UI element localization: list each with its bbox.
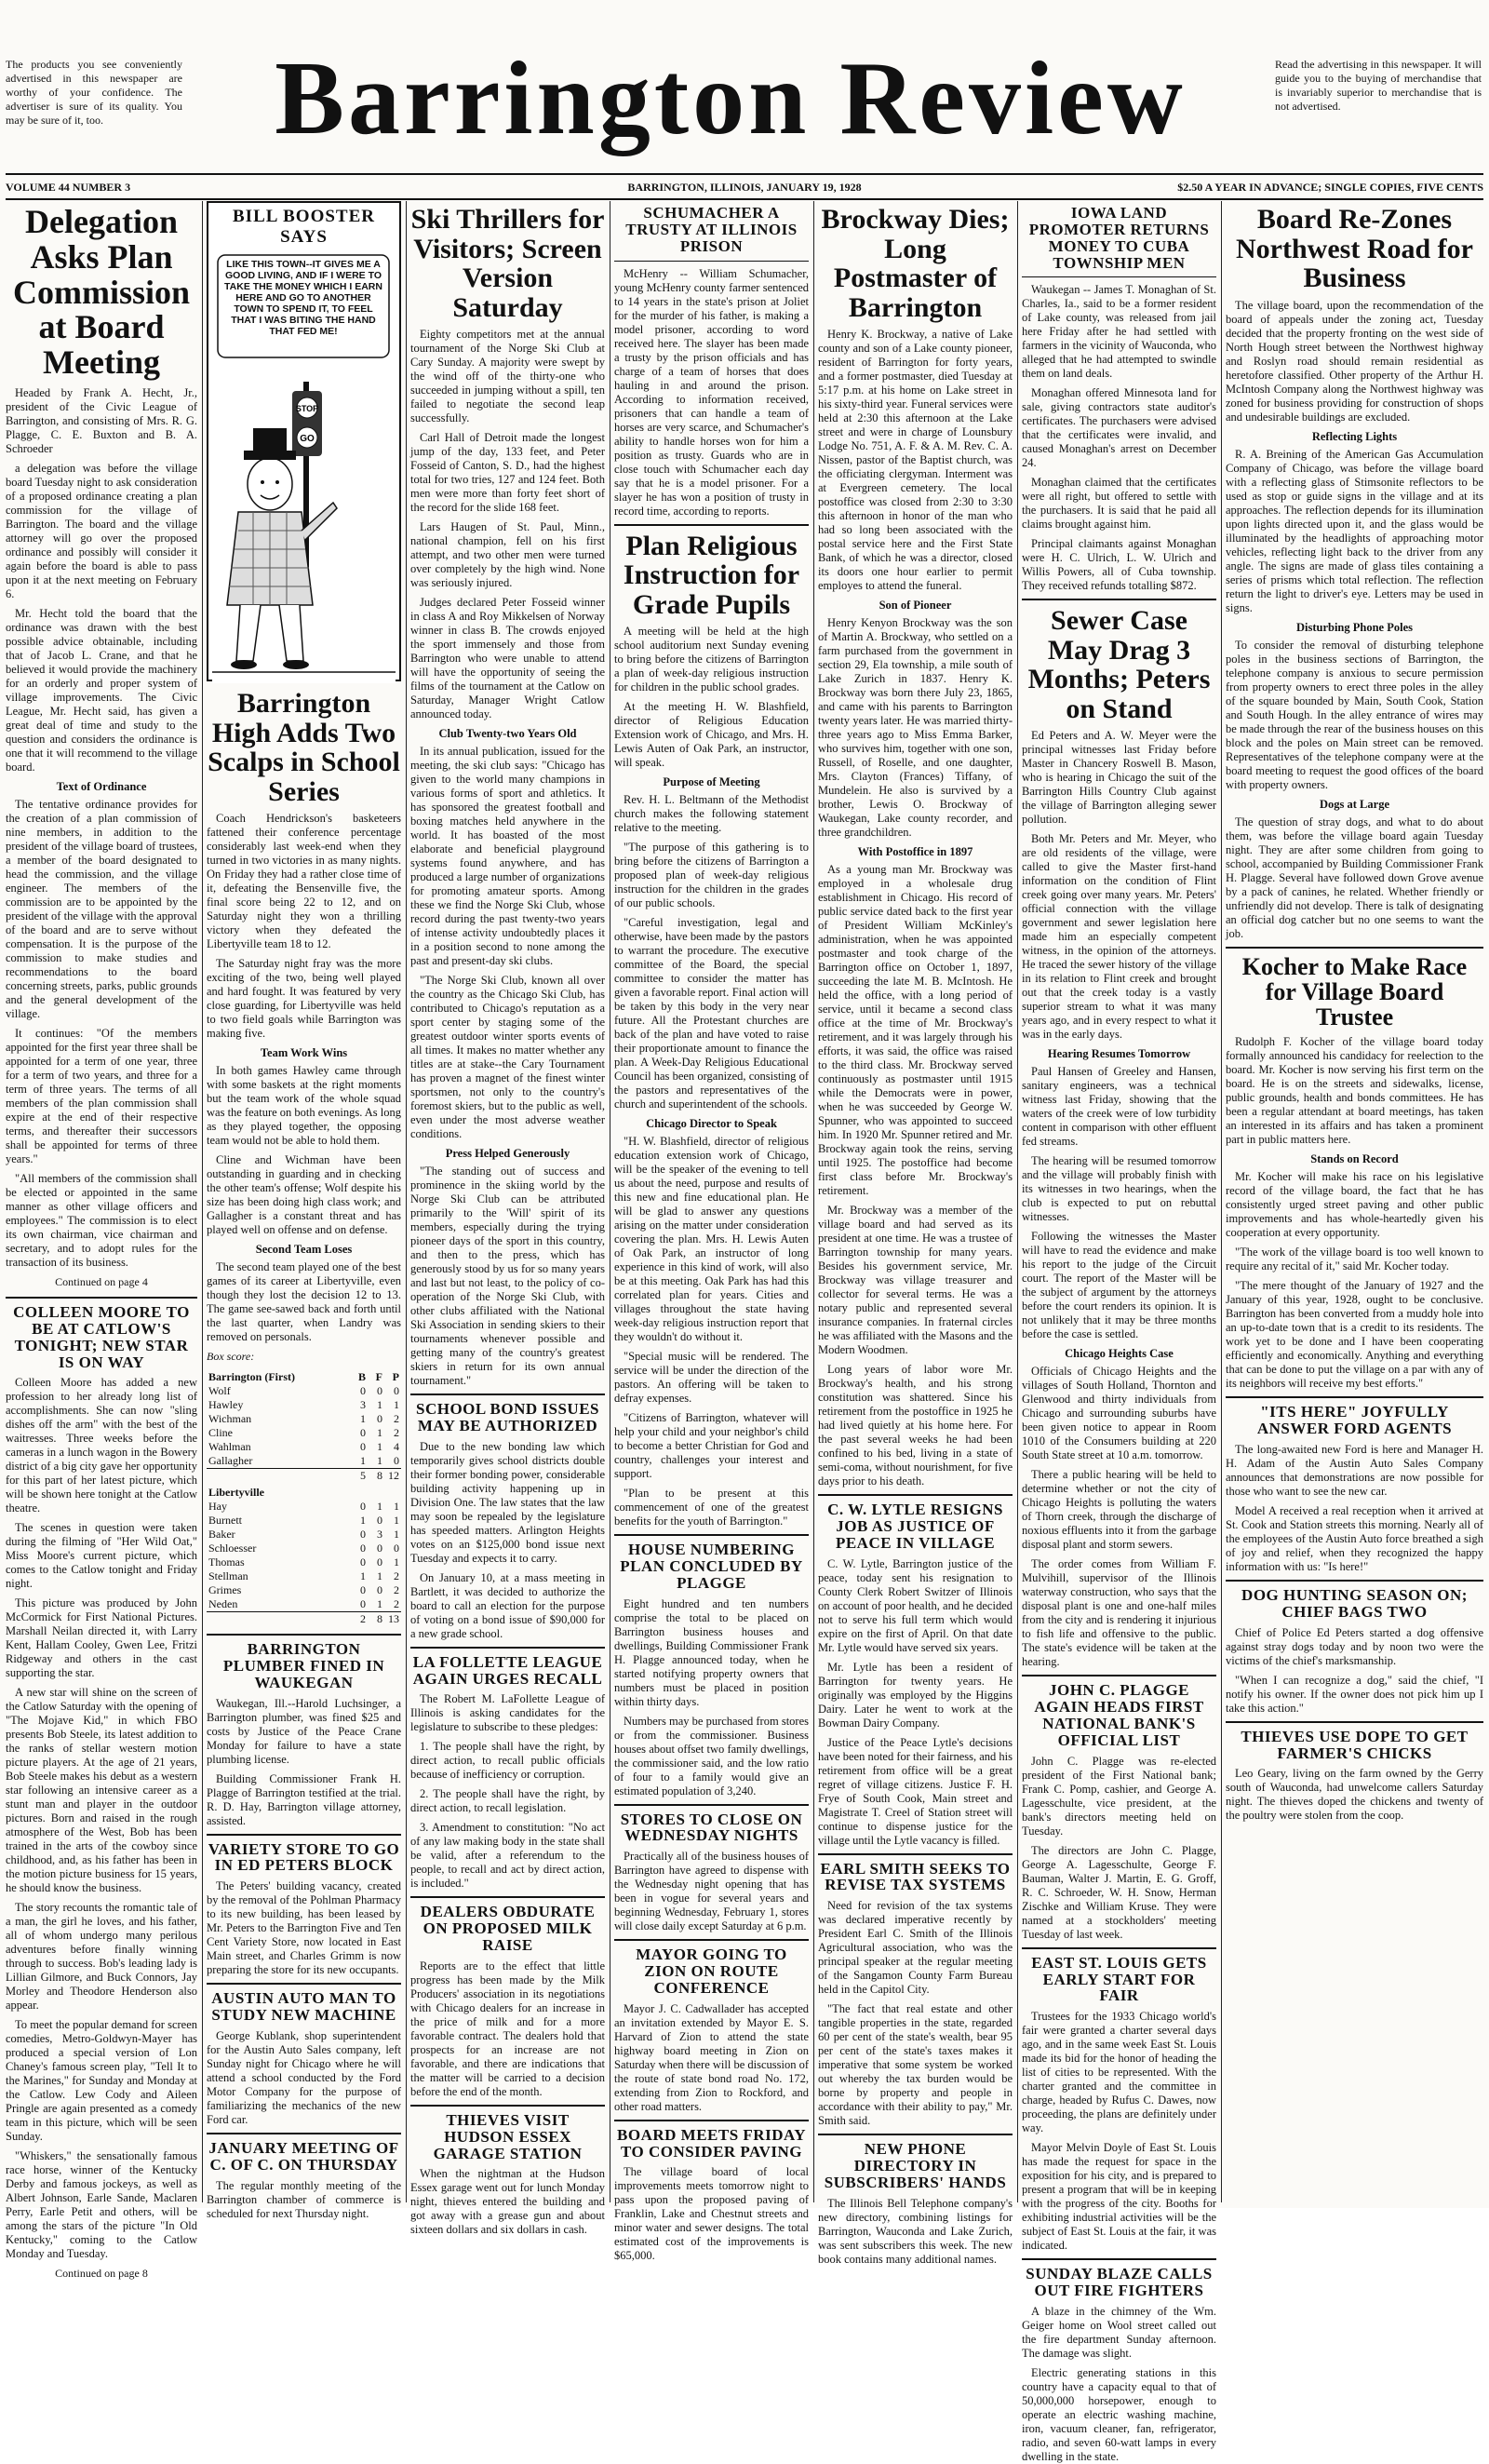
article-paragraph: "Special music will be rendered. The service will be under the direction of the pastors. An offering will be taken to defray expenses.: [614, 1350, 809, 1406]
signal-go-label: GO: [300, 434, 315, 444]
article-paragraph: George Kublank, shop superintendent for the Austin Auto Sales company, left Sunday night for Chicago where he will attend a school conducted by the Ford Motor Company for the purpose of familiarizing the mechanics of the new Ford car.: [207, 2028, 401, 2126]
article-paragraph: To meet the popular demand for screen comedies, Metro-Goldwyn-Mayer has produced a special version of Lon Chaney's famous screen play, "Tell It to the Marines," for Sunday and Monday at the Catlow. Lew Cody and Aileen Pringle are again presented as a comedy team in this picture, which will be seen Sunday.: [6, 2018, 197, 2144]
boxscore-stat: 1: [360, 1569, 366, 1582]
boxscore-stat: 0: [377, 1412, 382, 1425]
headline-la-follette: LA FOLLETTE LEAGUE AGAIN URGES RECALL: [410, 1647, 605, 1688]
column-rule: [406, 201, 407, 2202]
boxscore-player: Gallagher: [208, 1454, 253, 1467]
headline-plumber-fined: BARRINGTON PLUMBER FINED IN WAUKEGAN: [207, 1634, 401, 1691]
dateline-price: $2.50 A YEAR IN ADVANCE; SINGLE COPIES, FIVE CENTS: [1177, 181, 1483, 194]
boxscore-stat: 1: [394, 1398, 399, 1411]
boxscore-player: Stellman: [208, 1569, 248, 1582]
article-paragraph: Henry K. Brockway, a native of Lake county and son of a Lake county pioneer, resident of Barrington for forty years, and a former postmaster, died Tuesday at 5:17 p.m. at his home on Lake street in his sixty-third year. Funeral services were held at 2:30 this afternoon at the Lake street and were in charge of Lounsbury Lodge No. 751, A. F. & A. M. Rev. C. A. Nissen, pastor of the Baptist church, was the officiating clergyman. Interment was at Evergreen cemetery. The local postoffice was closed from 2:30 to 3:30 this afternoon in honor of the man who had so long been associated with the postal service here and the First State Bank, of which he was a director, closed its doors one hour earlier to permit employes to attend the funeral.: [818, 328, 1013, 592]
boxscore-row: [207, 1454, 401, 1469]
article-paragraph: Waukegan, Ill.--Harold Luchsinger, a Barrington plumber, was fined $25 and costs by Justice of the Peace Crane Monday for failure to have a state plumbing license.: [207, 1696, 401, 1766]
article-paragraph: "Citizens of Barrington, whatever will help your child and your neighbor's child to become a better Christian for God and country, challenges your interest and support.: [614, 1411, 809, 1481]
headline-religious-instruction: Plan Religious Instruction for Grade Pupils: [614, 524, 809, 620]
article-paragraph: Long years of labor wore Mr. Brockway's health, and his strong constitution was shattered. Since his retirement from the postoffice in 1925 he had lived quietly at his home here. For the past several weeks he had been confined to his bed, living in a state of semi-coma, without nourishment, for five days prior to his death.: [818, 1363, 1013, 1488]
boxscore-stat: 0: [377, 1583, 382, 1596]
boxscore-row: [207, 1500, 401, 1514]
article-paragraph: The Saturday night fray was the more exciting of the two, being well played and hard fought. It was featured by very close guarding, for Libertyville was held to two field goals while Barrington was making five.: [207, 957, 401, 1040]
boxscore-stat: 0: [360, 1583, 366, 1596]
boxscore-stat: 1: [394, 1500, 399, 1513]
headline-brockway: Brockway Dies; Long Postmaster of Barrington: [821, 204, 1010, 323]
column-rule: [1017, 201, 1018, 2202]
boxscore-player: Neden: [208, 1597, 238, 1610]
article-paragraph: "When I can recognize a dog," said the chief, "I notify his owner. If the owner does not pick him up I take this action.": [1226, 1673, 1483, 1715]
boxscore-table: [207, 1367, 401, 1626]
article-paragraph: The hearing will be resumed tomorrow and the village will probably finish with its witnesses in two hearings, when the club is expected to put on rebuttal witnesses.: [1022, 1154, 1216, 1224]
right-ear-notice: Read the advertising in this newspaper. It will guide you to the buying of merchandise that is invariably superior to merchandise that is not advertised.: [1275, 58, 1482, 113]
boxscore-stat: 1: [377, 1398, 382, 1411]
article-paragraph: When the nightman at the Hudson Essex garage went out for lunch Monday night, thieves entered the building and got away with a grease gun and about sixteen dollars and six dollars in cash.: [410, 2167, 605, 2237]
boxscore-team-row: [207, 1483, 401, 1500]
boxscore-player: Burnett: [208, 1514, 242, 1527]
boxscore-stat: 2: [394, 1583, 399, 1596]
article-paragraph: "The purpose of this gathering is to bring before the citizens of Barrington a proposed plan of week-day religious instruction for the children in the grades of our public schools.: [614, 841, 809, 910]
article-paragraph: Model A received a real reception when it arrived at St. Cook and Station streets this morning. Nearly all of the employees of the Austin Auto force breathed a sigh of joy and relief, when they recognized the happy information with us: "Is here!": [1226, 1504, 1483, 1574]
article-paragraph: "All members of the commission shall be elected or appointed in the same manner as other village officers and employees." The commission is to elect its own chairman, vice chairman and secretary, and to adopt rules for the transaction of its business.: [6, 1171, 197, 1269]
headline-earl-smith: EARL SMITH SEEKS TO REVISE TAX SYSTEMS: [818, 1853, 1013, 1894]
boxscore-row: [207, 1426, 401, 1440]
headline-january-meeting: JANUARY MEETING OF C. OF C. ON THURSDAY: [207, 2133, 401, 2174]
boxscore-stat: [351, 1483, 368, 1500]
article-paragraph: "Careful investigation, legal and otherwise, have been made by the pastors to warrant the procedure. The executive committee of the Board, the special committee to consider the matter has given a favorable report. Final action will be taken by this body in the very near future. All the Protestant churches are back of the plan and have voted to raise their proportionate amount to finance the plan. A Week-Day Religious Educational Council has been organized, consisting of the pastors and representatives of the church and superintendent of the schools.: [614, 916, 809, 1111]
article-paragraph: 1. The people shall have the right, by direct action, to recall public officials because of inefficiency or corruption.: [410, 1740, 605, 1782]
article-paragraph: Mr. Lytle has been a resident of Barrington for twenty years. He originally was employed by the Higgins Dairy. Later he went to work at the Bowman Dairy Company.: [818, 1660, 1013, 1730]
article-paragraph: Eight hundred and ten numbers comprise the total to be placed on Barrington business houses and dwellings, Building Commissioner Frank H. Plagge announced today, when he started notifying property owners that numbers must be placed in position within thirty days.: [614, 1596, 809, 1708]
boxscore-row: [207, 1384, 401, 1398]
article-paragraph: On January 10, at a mass meeting in Bartlett, it was decided to authorize the board to call an election for the purpose of voting on a bond issue of $90,000 for a new grade school.: [410, 1570, 605, 1640]
boxscore-stat: 12: [384, 1469, 401, 1484]
subhead: Team Work Wins: [260, 1046, 348, 1059]
signal-stop-label: STOP: [295, 404, 319, 413]
subhead: Second Team Loses: [255, 1243, 353, 1256]
subhead: Reflecting Lights: [1311, 429, 1398, 443]
subhead: Text of Ordinance: [56, 779, 147, 793]
article-paragraph: The order comes from William F. Mulvihill, supervisor of the Illinois waterway construction, who says that the disposal plant is one and one-half miles from the city and is rendering it injurious to fish life and offensive to the public. The state's evidence will be taken at the hearing.: [1022, 1557, 1216, 1669]
boxscore-row: [207, 1583, 401, 1597]
subhead: Disturbing Phone Poles: [1295, 620, 1413, 634]
article-paragraph: The tentative ordinance provides for the creation of a plan commission of nine members, in addition to the president of the village board of trustees, a member of the board designated to head the commission, and the village engineer. The members of the commission are to be appointed by the president of the village with the approval of the board and are to serve without compensation. It is the purpose of the commission to make studies and recommendations to the board concerning streets, parks, public grounds and the general development of the village.: [6, 797, 197, 1020]
article-paragraph: Waukegan -- James T. Monaghan of St. Charles, Ia., said to be a former resident of Lake county, was released from jail here Friday after he had settled with farmers in the vicinity of Wauconda, who alleged that he had attempted to swindle them on land deals.: [1022, 283, 1216, 381]
boxscore-stat: 0: [360, 1384, 366, 1397]
boxscore-player: [207, 1612, 351, 1627]
boxscore-player: Baker: [208, 1528, 235, 1541]
article-paragraph: Building Commissioner Frank H. Plagge of Barrington testified at the trial. R. D. Hay, Barrington village attorney, assisted.: [207, 1771, 401, 1827]
boxscore-stat: 0: [394, 1542, 399, 1555]
boxscore-player: Wolf: [208, 1384, 231, 1397]
boxscore-stat: 0: [360, 1597, 366, 1610]
boxscore-row: [207, 1597, 401, 1612]
article-paragraph: Chief of Police Ed Peters started a dog offensive against stray dogs today and by noon two were the victims of the chief's marksmanship.: [1226, 1625, 1483, 1667]
boxscore-row: [207, 1555, 401, 1569]
article-paragraph: Judges declared Peter Fosseid winner in class A and Roy Mikkelsen of Norway winner in class B. The crowds enjoyed the sport immensely and those from Barrington who were unable to attend will have the opportunity of seeing the films of the tournament at the Catlow on Saturday, Manager Wright Catlow announced today.: [410, 596, 605, 720]
headline-phone-directory: NEW PHONE DIRECTORY IN SUBSCRIBERS' HANDS: [818, 2134, 1013, 2191]
article-paragraph: Mayor J. C. Cadwallader has accepted an invitation extended by Mayor E. S. Harvard of Zion to attend the state highway board meeting in Zion on Saturday when there will be discussion of the route of state bond road No. 172, extending from Zion to Rockford, and other road matters.: [614, 2001, 809, 2113]
article-paragraph: The story recounts the romantic tale of a man, the girl he loves, and his father, all of whom undergo many perilous adventures before finally winning through to success. Bob's leading lady is Lillian Gilmore, and Buck Connors, Jay Morley and Theodore Henderson also appear.: [6, 1901, 197, 2013]
dateline-bottom-rule: [6, 198, 1483, 200]
column-2: [207, 201, 401, 2220]
continued-note: Continued on page 8: [55, 2267, 148, 2281]
boxscore-player: Wahlman: [208, 1440, 251, 1453]
article-paragraph: Numbers may be purchased from stores or from the commissioner. Business houses about offset two family dwellings, the commissioner said, and the low ratio of four to a family would give an estimated population of 3,240.: [614, 1714, 809, 1798]
article-paragraph: In its annual publication, issued for the meeting, the ski club says: "Chicago has given to the world many champions in various forms of sport and athletics. It has sponsored the greatest football and boxing matches held anywhere in the world. It has boasted of the most elaborate and beneficial playground systems found anywhere, and has produced a large number of organizations for promoting amateur sports. Among these we find the Norge Ski Club, whose record during the past twenty-two years of intense activity undoubtedly places it in a position second to none among the past and present-day ski clubs.: [410, 745, 605, 967]
article-paragraph: A meeting will be held at the high school auditorium next Sunday evening to bring before the citizens of Barrington a plan of week-day religious instruction for children in the public school grades.: [614, 625, 809, 694]
article-paragraph: C. W. Lytle, Barrington justice of the peace, today sent his resignation to County Clerk Robert Switzer of Illinois on account of poor health, and he decided not to serve his full term which would expire on the first of April. On that date Mr. Lytle would have served six years.: [818, 1556, 1013, 1654]
boxscore-stat: 1: [394, 1555, 399, 1569]
headline-ski-thrillers: Ski Thrillers for Visitors; Screen Version Saturday: [410, 204, 605, 323]
article-paragraph: Justice of the Peace Lytle's decisions have been noted for their fairness, and his retirement from office will be a great regret of village citizens. Justice F. H. Frye of South Cook, Main street and Magistrate T. Creel of Station street will continue to dispense justice for the village until the Lytle vacancy is filled.: [818, 1735, 1013, 1847]
headline-plan-commission: Delegation Asks Plan Commission at Board Meeting: [12, 203, 191, 382]
left-ear-notice: The products you see conveniently advertised in this newspaper are worthy of your confidence. The advertiser is sure of its quality. You may be sure of it, too.: [6, 58, 182, 127]
boxscore-stat: 0: [360, 1555, 366, 1569]
cartoon-illustration: [212, 251, 396, 683]
subhead: Purpose of Meeting: [663, 775, 760, 789]
article-paragraph: As a young man Mr. Brockway was employed in a wholesale drug establishment in Chicago. His record of public service dated back to the first year of President William McKinley's administration, when he was appointed postmaster and took charge of the Barrington office on October 1, 1897, succeeding the late M. B. McIntosh. He held the office, with a long period of service, until it became a second class office at the time of Mr. Brockway's retirement, and it was largely through his efforts, it was said, the office was raised to the third class. Mr. Brockway served continuously as postmaster until 1915 while the Democrats were in power, when he was succeeded by George W. Spunner, who was appointed to succeed him. In 1920 Mr. Spunner retired and Mr. Brockway again took the reins, serving until 1925. The postoffice had become first class before Mr. Brockway's retirement.: [818, 863, 1013, 1197]
article-paragraph: Carl Hall of Detroit made the longest jump of the day, 133 feet, and Peter Fosseid of Canton, S. D., had the highest total for two tries, 127 and 124 feet. Both men were more than forty feet short of the record for the slide 168 feet.: [410, 431, 605, 514]
subhead: Chicago Heights Case: [1065, 1347, 1174, 1361]
boxscore-stat: 1: [394, 1514, 399, 1527]
boxscore-row: [207, 1569, 401, 1583]
article-paragraph: Henry Kenyon Brockway was the son of Martin A. Brockway, who settled on a farm purchased from the government in section 29, Ela township, a mile south of Lake Zurich in 1837. Henry K. Brockway was born there July 23, 1865, and came with his parents to Barrington twenty years later. He was married thirty-three years ago to Miss Emma Barker, who survives him, together with one son, Russell, of Roselle, and one daughter, Mrs. Clayton (Frances) Tiffany, of Mundelein. He also is survived by a brother, Lewis O. Brockway of Waukegan, Lake county recorder, and three grandchildren.: [818, 616, 1013, 839]
dateline-top-rule: [6, 173, 1483, 175]
subhead: Chicago Director to Speak: [646, 1117, 777, 1131]
article-paragraph: Officials of Chicago Heights and the villages of South Holland, Thornton and Glenwood and thirty individuals from Chicago and surrounding suburbs have been given notice to appear in Room 1010 of the Consumers building at 220 South State street at 10 a.m. tomorrow.: [1022, 1365, 1216, 1462]
article-paragraph: "The mere thought of the January of 1927 and the January of this year, 1928, ought to be conclusive. Barrington has been converted from a muddy hole into an up-to-date town that is a credit to its residents. The work yet to be done and I have been cooperating efficiently and economically. Anything and everything that can be done to put the village on a par with any of its neighbors will receive my best efforts.": [1226, 1279, 1483, 1391]
article-paragraph: McHenry -- William Schumacher, young McHenry county farmer sentenced to 14 years in the state's prison at Joliet for the murder of his father, is making a model prisoner, according to word received here. The slayer has been made a trusty by the prison officials and has charge of a team of horses that does hauling in and around the prison. According to information received, prisoners that can handle a team of horses are very scarce, and Schumacher's ability to handle horses won for him a position as trusty. Guards who are in close touch with Schumacher each day say that he is a model prisoner. For a slayer he has won a position of trusty in record time, according to reports.: [614, 266, 809, 518]
column-rule: [813, 201, 814, 2202]
boxscore-player: Libertyville: [208, 1486, 264, 1499]
boxscore-stat: 2: [394, 1569, 399, 1582]
article-paragraph: "The fact that real estate and other tangible properties in the state, regarded 60 per cent of the state's wealth, bear 95 per cent of the state's taxes makes it imperative that some system be worked out whereby the tax burden would be borne by property and people in accordance with their ability to pay," Mr. Smith said.: [818, 2002, 1013, 2128]
boxscore-player: [207, 1469, 351, 1484]
headline-iowa-land: IOWA LAND PROMOTER RETURNS MONEY TO CUBA TOWNSHIP MEN: [1022, 205, 1216, 277]
article-paragraph: Rudolph F. Kocher of the village board today formally announced his candidacy for reelection to the board. Mr. Kocher is now serving his first term on the board. He is on the streets and sidewalks, license, public grounds, health and bonds committees. He has been a regular attendant at board meetings, has taken an interested in its affairs and has taken a prominent part in public matters here.: [1226, 1035, 1483, 1147]
headline-house-numbering: HOUSE NUMBERING PLAN CONCLUDED BY PLAGGE: [614, 1534, 809, 1592]
article-paragraph: Due to the new bonding law which temporarily gives school districts double their former bonding power, considerable building activity happening up in Division One. The law states that the law may soon be repealed by the legislature has speeded matters. Arlington Heights votes on an $125,000 bond issue next Tuesday and expects it to carry.: [410, 1439, 605, 1565]
boxscore-stat: 0: [377, 1555, 382, 1569]
subhead: Stands on Record: [1310, 1152, 1399, 1166]
boxscore-stat: 2: [394, 1426, 399, 1439]
article-paragraph: The directors are John C. Plagge, George A. Lagesschulte, George F. Bauman, Walter J. Martin, E. G. Groff, R. C. Schroeder, W. H. Snow, Herman Zischke and William Kruse. They were named at a stockholders' meeting Tuesday of last week.: [1022, 1843, 1216, 1941]
boxscore-stat: 3: [360, 1398, 366, 1411]
article-paragraph: Monaghan offered Minnesota land for sale, giving contractors state auditor's certificates. The purchasers were advised that the certificates were invalid, and caused Monaghan's arrest on December 24.: [1022, 386, 1216, 470]
article-paragraph: In both games Hawley came through with some baskets at the right moments but the team work of the whole squad was the feature on both evenings. As long as they played together, the opposing team would not be able to hold them.: [207, 1064, 401, 1147]
article-paragraph: Coach Hendrickson's basketeers fattened their conference percentage considerably last week-end when they turned in two victories in as many nights. On Friday they had a rather close time of it, defeating the Bensenville five, the final score being 22 to 12, and on Saturday night they won a thrilling victory when they defeated the Libertyville team 18 to 12.: [207, 812, 401, 950]
article-paragraph: Colleen Moore has added a new profession to her already long list of accomplishments. She can now "sling dishes off the arm" with the best of the waitresses. Three weeks before the cameras in a lunch wagon in the Bowery district of a big city gave her opportunity for this part of her latest picture, which will be shown here tonight at the Catlow theatre.: [6, 1376, 197, 1515]
boxscore-stat: 1: [377, 1426, 382, 1439]
headline-thieves-hudson: THIEVES VISIT HUDSON ESSEX GARAGE STATION: [410, 2105, 605, 2162]
article-paragraph: Reports are to the effect that little progress has been made by the Milk Producers' association in its negotiations with Chicago dealers for an increase in the price of milk and for a more favorable contract. The dealers hold that prospects for an increase are not favorable, and there are indications that the matter will be carried to a decision before the end of the month.: [410, 1959, 605, 2098]
boxscore-stat: 1: [360, 1454, 366, 1467]
boxscore-stat: 1: [377, 1569, 382, 1582]
boxscore-stat: 8: [368, 1469, 384, 1484]
boxscore-stat: B: [357, 1370, 366, 1383]
column-rule: [1221, 201, 1222, 2202]
subhead: With Postoffice in 1897: [857, 845, 973, 858]
boxscore-total-row: [207, 1469, 401, 1484]
article-paragraph: To consider the removal of disturbing telephone poles in the business sections of Barrington, the telephone company is anxious to secure permission from property owners to erect three poles in the alley of the square bounded by Main, South Cook, Station and South Hough. In the alley entrance of wires may be made through the rear of the business houses on this block and the poles on Main street can be removed. Representatives of the telephone company were at the board meeting to request the good offices of the board with property owners.: [1226, 638, 1483, 791]
cartoon-title: BILL BOOSTER SAYS: [233, 207, 375, 247]
headline-colleen-moore: COLLEEN MOORE TO BE AT CATLOW'S TONIGHT; NEW STAR IS ON WAY: [6, 1297, 197, 1370]
boxscore-stat: 2: [394, 1412, 399, 1425]
column-5: [818, 201, 1013, 2266]
boxscore-team-row: [207, 1367, 401, 1384]
boxscore-player: Hay: [208, 1500, 227, 1513]
boxscore-stat: 0: [360, 1528, 366, 1541]
article-paragraph: The village board, upon the recommendation of the board of appeals under the zoning act, Tuesday decided that the property fronting on the west side of North Hough street between the Northwest highway and Roslyn road should remain residential as heretofore classified. Other property of the Arthur H. McIntosh Company along the Northwest highway was zoned for business providing for construction of shops and undesirable buildings are excluded.: [1226, 298, 1483, 424]
headline-schumacher: SCHUMACHER A TRUSTY AT ILLINOIS PRISON: [614, 205, 809, 262]
boxscore-stat: 4: [394, 1440, 399, 1453]
article-paragraph: The village board of local improvements meets tomorrow night to pass upon the proposed paving of Franklin, Lake and Chestnut streets and minor water and sewer designs. The total estimated cost of the improvements is $65,000.: [614, 2165, 809, 2263]
column-7: [1226, 201, 1483, 2202]
article-paragraph: It continues: "Of the members appointed for the first year three shall be appointed for a term of one year, three for a term of two years, and three for a term of three years. The terms of all members of the plan commission shall expire at the end of their respective terms, and thereafter their successors shall be appointed for terms of three years.": [6, 1026, 197, 1165]
dateline-volume: VOLUME 44 NUMBER 3: [6, 181, 131, 194]
headline-board-paving: BOARD MEETS FRIDAY TO CONSIDER PAVING: [614, 2120, 809, 2161]
dateline-place-date: BARRINGTON, ILLINOIS, JANUARY 19, 1928: [627, 181, 862, 194]
article-paragraph: "The work of the village board is too well known to require any recital of it," said Mr. Kocher today.: [1226, 1245, 1483, 1273]
article-paragraph: Electric generating stations in this country have a capacity equal to that of 50,000,000 horsepower, enough to operate an electric washing machine, iron, vacuum cleaner, fan, refrigerator, radio, and seven 60-watt lamps in every dwelling in the state.: [1022, 2365, 1216, 2463]
article-paragraph: The long-awaited new Ford is here and Manager H. H. Adam of the Austin Auto Sales Company announces that demonstrations are now possible for those who want to see the new car.: [1226, 1443, 1483, 1499]
boxscore-stat: 0: [394, 1454, 399, 1467]
article-paragraph: Mr. Hecht told the board that the ordinance was drawn with the best possible advice obtainable, including that of Jacob L. Crane, and that he believed it would provide the machinery for an orderly and proper system of village improvements. The Civic League, Mr. Hecht said, has given a great deal of time and study to the question and considers the ordinance is one that it will recommend to the village board.: [6, 606, 197, 774]
headline-barrington-high: Barrington High Adds Two Scalps in School Series: [208, 688, 400, 807]
headline-board-rezones: Board Re-Zones Northwest Road for Business: [1236, 204, 1473, 293]
boxscore-stat: 1: [360, 1412, 366, 1425]
boxscore-stat: 5: [351, 1469, 368, 1484]
boxscore-stat: P: [392, 1370, 399, 1383]
article-paragraph: Following the witnesses the Master will have to read the evidence and make his report to the judge of the Circuit court. The report of the Master will be the subject of argument by the attorneys before the court renders its opinion. It is not unlikely that it may be three months before the case is settled.: [1022, 1230, 1216, 1341]
article-byline: Headed by Frank A. Hecht, Jr., president of the Civic League of Barrington, and consisting of Mrs. R. G. Plagge, C. E. Buxton and B. A. Schroeder: [6, 385, 197, 455]
article-paragraph: The Peters' building vacancy, created by the removal of the Pohlman Pharmacy to its new building, has been leased by Mr. Peters to the Barrington Five and Ten Cent Variety Store, now located in East Main street, and Charles Grimm is now preparing the store for its new occupants.: [207, 1879, 401, 1977]
boxscore-stat: [368, 1483, 384, 1500]
headline-stores-close: STORES TO CLOSE ON WEDNESDAY NIGHTS: [614, 1804, 809, 1845]
article-paragraph: Ed Peters and A. W. Meyer were the principal witnesses last Friday before Master in Chancery Roswell B. Mason, who is hearing in Chicago the suit of the Barrington Hills Country Club against the village of Barrington alleging sewer pollution.: [1022, 729, 1216, 827]
article-paragraph: A new star will shine on the screen of the Catlow Saturday with the opening of "The Mojave Kid," in which FBO presents Bob Steele, its latest addition to the ranks of stellar western motion picture players. At the age of 21 years, Bob Steele makes his debut as a western star following an intensive career as a stunt man and player in the outdoor pictures. Born and raised in the rough atmosphere of the West, Bob has been trained in the arts of the cowboy since childhood, and, as his father has been in the motion picture business for 15 years, he should know the business.: [6, 1686, 197, 1895]
article-paragraph: Trustees for the 1933 Chicago world's fair were granted a charter several days ago, and in the same week East St. Louis made its bid for the honor of heading the list of cities to be represented. With the charter granted and the committee in charge, headed by Rufus C. Dawes, now proceeding, the plans are definitely under way.: [1022, 2010, 1216, 2135]
boxscore-player: Wichman: [208, 1412, 252, 1425]
article-paragraph: Rev. H. L. Beltmann of the Methodist church makes the following statement relative to the meeting.: [614, 793, 809, 835]
article-paragraph: Mr. Brockway was a member of the village board and had served as its president at one time. He was a trustee of Barrington township for many years. Besides his government service, Mr. Brockway was village treasurer and collector for several terms. He was a notary public and represented several insurance companies. In fraternal circles he was affiliated with the Masons and the Modern Woodmen.: [818, 1204, 1013, 1356]
boxscore-stat: 3: [377, 1528, 382, 1541]
boxscore-player: Schloesser: [208, 1542, 257, 1555]
subhead: Club Twenty-two Years Old: [438, 727, 577, 740]
article-paragraph: The question of stray dogs, and what to do about them, was before the village board again Tuesday night. They are after some children from going to school, accompanied by Building Commissioner Frank H. Plagge. Several have followed down Grove avenue by a pack of canines, he related. Whether friendly or unfriendly did not develop. There is talk of designating an official dog catcher but no one seems to want the job.: [1226, 815, 1483, 940]
boxscore-row: [207, 1440, 401, 1454]
headline-milk-raise: DEALERS OBDURATE ON PROPOSED MILK RAISE: [410, 1896, 605, 1954]
headline-sunday-blaze: SUNDAY BLAZE CALLS OUT FIRE FIGHTERS: [1022, 2258, 1216, 2299]
boxscore-stat: 1: [377, 1500, 382, 1513]
boxscore-stat: 1: [377, 1440, 382, 1453]
boxscore-stat: 0: [360, 1500, 366, 1513]
article-paragraph: Paul Hansen of Greeley and Hansen, sanitary engineers, was a technical witness last Friday, showing that the waters of the creek were of low turbidity content in comparison with other effluent fed streams.: [1022, 1065, 1216, 1149]
boxscore-stat: 1: [394, 1528, 399, 1541]
article-paragraph: 3. Amendment to constitution: "No act of any law making body in the state shall be valid, after a referendum to the people, to recall and act by direct action, is included.": [410, 1821, 605, 1891]
boxscore-stat: 0: [360, 1440, 366, 1453]
article-paragraph: John C. Plagge was re-elected president of the First National bank; Frank C. Pomp, cashier, and George A. Lagesschulte, vice president, at the bank's directors meeting held on Tuesday.: [1022, 1754, 1216, 1838]
boxscore-player: Cline: [208, 1426, 233, 1439]
boxscore-stat: F: [375, 1370, 382, 1383]
boxscore-stat: 0: [360, 1426, 366, 1439]
article-paragraph: "Whiskers," the sensationally famous race horse, winner of the Kentucky Derby and famous jockeys, as well as Albert Johnson, Earle Sande, Maclaren Perry, Earle Petit and others, will be among the stars of the picture "In Old Kentucky," coming to the Catlow Monday and Tuesday.: [6, 2149, 197, 2261]
article-paragraph: "H. W. Blashfield, director of religious education extension work of Chicago, will be the speaker of the evening to tell us about the need, purpose and results of this new and fine educational plan. He will be glad to answer any questions arising on the matter under consideration covering the plan. Mrs. H. Lewis Auten of Oak Park, an instructor of long experience in this kind of work, will also be at this meeting. Oak Park has had this correlated plan for years. Cities and villages throughout the state having week-day religious instruction report that they wouldn't do without it.: [614, 1135, 809, 1344]
headline-school-bond: SCHOOL BOND ISSUES MAY BE AUTHORIZED: [410, 1394, 605, 1434]
boxscore-stat: 0: [360, 1542, 366, 1555]
boxscore-stat: 1: [360, 1514, 366, 1527]
boxscore-row: [207, 1398, 401, 1412]
article-paragraph: The Illinois Bell Telephone company's new directory, combining listings for Barrington, Wauconda and Lake Zurich, was sent subscribers this week. The new book contains many additional names.: [818, 2196, 1013, 2266]
column-3: [410, 201, 605, 2237]
headline-austin-auto: AUSTIN AUTO MAN TO STUDY NEW MACHINE: [207, 1983, 401, 2024]
article-paragraph: The regular monthly meeting of the Barrington chamber of commerce is scheduled for next Thursday night.: [207, 2178, 401, 2220]
article-paragraph: Need for revision of the tax systems was declared imperative recently by President Earl C. Smith of the Illinois Agricultural association, who was the principal speaker at the regular meeting of the Sangamon County Farm Bureau held in the Capitol City.: [818, 1899, 1013, 1997]
article-paragraph: This picture was produced by John McCormick for First National Pictures. Marshall Neilan directed it, with Larry Kent, Hallam Cooley, Gwen Lee, Fritzi Ridgeway and others in the cast supporting the star.: [6, 1596, 197, 1680]
headline-kocher: Kocher to Make Race for Village Board Trustee: [1226, 947, 1483, 1030]
headline-thieves-dope: THIEVES USE DOPE TO GET FARMER'S CHICKS: [1226, 1721, 1483, 1762]
article-paragraph: A blaze in the chimney of the Wm. Geiger home on Wool street called out the fire department Sunday afternoon. The damage was slight.: [1022, 2304, 1216, 2360]
article-paragraph: The Robert M. LaFollette League of Illinois is asking candidates for the legislature to subscribe to these pledges:: [410, 1692, 605, 1734]
article-paragraph: The scenes in question were taken during the filming of "Her Wild Oat," Miss Moore's current picture, which comes to the Catlow tonight and Friday night.: [6, 1521, 197, 1591]
article-paragraph: At the meeting H. W. Blashfield, director of Religious Education Extension work of Chicago, and Mrs. H. Lewis Auten of Oak Park, an instructor, will speak.: [614, 700, 809, 770]
article-paragraph: Mayor Melvin Doyle of East St. Louis has made the request for space in the exposition for his city, and is prepared to present a program that will be in keeping with the progress of the city. Booths for exhibiting industrial activities will be the subject of East St. Louis at the fair, it was indicated.: [1022, 2141, 1216, 2253]
article-paragraph: Leo Geary, living on the farm owned by the Gerry south of Wauconda, had unwelcome callers Saturday night. The thieves doped the chickens and twenty of the poultry were stolen from the coop.: [1226, 1767, 1483, 1823]
article-paragraph: Monaghan claimed that the certificates were all right, but offered to settle with the purchasers. It is said that he paid all claims brought against him.: [1022, 476, 1216, 532]
boxscore-stat: 2: [351, 1612, 368, 1627]
subhead: Press Helped Generously: [445, 1147, 570, 1160]
boxscore-stat: 2: [394, 1597, 399, 1610]
dateline: [6, 177, 1483, 197]
subhead: Hearing Resumes Tomorrow: [1047, 1047, 1191, 1061]
subhead: Son of Pioneer: [879, 599, 952, 612]
boxscore-player: Hawley: [208, 1398, 244, 1411]
boxscore-player: Thomas: [208, 1555, 245, 1569]
headline-ford-agents: "ITS HERE" JOYFULLY ANSWER FORD AGENTS: [1226, 1396, 1483, 1437]
article-paragraph: a delegation was before the village board Tuesday night to ask consideration of a proposed ordinance creating a plan commission for the village of Barrington. The board and the village attorney will go over the proposed ordinance and possibly will consider it again before the board is able to pass upon it at the next meeting on February 6.: [6, 461, 197, 600]
article-paragraph: "Plan to be present at this commencement of one of the greatest benefits for the youth of Barrington.": [614, 1487, 809, 1528]
headline-lytle-resigns: C. W. LYTLE RESIGNS JOB AS JUSTICE OF PEACE IN VILLAGE: [818, 1494, 1013, 1552]
boxscore-stat: 1: [377, 1454, 382, 1467]
article-paragraph: "The Norge Ski Club, known all over the country as the Chicago Ski Club, has contributed to Chicago's reputation as a sport center by staging some of the greatest outdoor winter sports events of all times. It makes no matter whether any titles are at stake--the Cary Tournament has proven a magnet of the finest winter sportsmen, not only to the country's foremost skiers, but to the public as well, even under the most adverse weather conditions.: [410, 974, 605, 1140]
boxscore-stat: 1: [377, 1597, 382, 1610]
column-4: [614, 201, 809, 2263]
article-paragraph: Eighty competitors met at the annual tournament of the Norge Ski Club at Cary Sunday. A majority were swept by the wind off of the thirty-one who succeeded in jumping without a spill, ten failed to negotiate the second leap successfully.: [410, 328, 605, 424]
boxscore-row: [207, 1542, 401, 1555]
boxscore-stat: 13: [384, 1612, 401, 1627]
masthead-title: Barrington Review: [275, 41, 1187, 156]
article-paragraph: Practically all of the business houses of Barrington have agreed to dispense with the Wednesday night opening that has been in vogue for several years and beginning Wednesday, February 1, stores will close daily except Saturday at 6 p.m.: [614, 1850, 809, 1933]
column-rule: [202, 201, 203, 2202]
headline-variety-store: VARIETY STORE TO GO IN ED PETERS BLOCK: [207, 1834, 401, 1875]
article-paragraph: "The standing out of success and prominence in the skiing world by the Norge Ski Club can be attributed primarily to the 'Will' spirit of its members, especially during the trying pioneer days of the sport in this country, and then to the press, which has generously stood by us for so many years and last but not least, to the policy of co-operation of the Norge Ski Club, with other clubs affiliated with the National Ski Association in sending skiers to their tournaments whenever possible and getting many of the country's greatest skiers in return for its own annual tournament.": [410, 1165, 605, 1387]
boxscore-stat: 0: [377, 1514, 382, 1527]
article-paragraph: R. A. Breining of the American Gas Accumulation Company of Chicago, was before the village board with a reflecting glass of Stimsonite reflectors to be used as stop or guide signs in the village and at its approaches. The reflection depends for its illumination upon lights directed upon it, and the glass would be illuminated by the headlights of approaching motor vehicles, reflecting light back to the driver from any angle. The signs are made of glass tiles containing a series of prisms which total reflection. The reflection return the light to driver's eye. Letters may be used in signs.: [1226, 447, 1483, 614]
boxscore-stat: 0: [377, 1542, 382, 1555]
headline-plagge-bank: JOHN C. PLAGGE AGAIN HEADS FIRST NATIONAL BANK'S OFFICIAL LIST: [1022, 1675, 1216, 1748]
boxscore-row: [207, 1514, 401, 1528]
column-6: [1022, 201, 1216, 2463]
boxscore-stat: 8: [368, 1612, 384, 1627]
article-paragraph: 2. The people shall have the right, by direct action, to recall legislation.: [410, 1787, 605, 1815]
article-paragraph: The second team played one of the best games of its career at Libertyville, even though they lost the decision 12 to 13. The game see-sawed back and forth until the last quarter, when Landry was removed on personals.: [207, 1260, 401, 1343]
boxscore-stat: 0: [394, 1384, 399, 1397]
cartoon-speech-text: LIKE THIS TOWN--IT GIVES ME A GOOD LIVING, AND IF I WERE TO TAKE THE MONEY WHICH I EARN HERE AND GO TO ANOTHER TOWN TO SPEND IT, TO FEEL THAT I WAS BITING THE HAND THAT FED ME!: [224, 259, 382, 337]
boxscore-stat: 0: [377, 1384, 382, 1397]
headline-east-st-louis: EAST ST. LOUIS GETS EARLY START FOR FAIR: [1022, 1947, 1216, 2005]
boxscore-label: Box score:: [207, 1350, 255, 1363]
continued-note: Continued on page 4: [55, 1274, 148, 1288]
article-paragraph: There a public hearing will be held to determine whether or not the city of Chicago Heights is polluting the waters of Thorn creek, through the discharge of noxious effluents into it from the garbage disposal plant and storm sewers.: [1022, 1468, 1216, 1552]
boxscore-row: [207, 1412, 401, 1426]
article-paragraph: Cline and Wichman have been outstanding in guarding and in checking the other team's offense; Wolf despite his size has been doing high class work; and Gallagher is a constant threat and has played well on offense and on defense.: [207, 1153, 401, 1236]
article-paragraph: Principal claimants against Monaghan were H. C. Ulrich, L. W. Ulrich and Willis Powers, all of Cuba township. They received refunds totalling $872.: [1022, 537, 1216, 593]
boxscore-stat: [384, 1483, 401, 1500]
article-paragraph: Both Mr. Peters and Mr. Meyer, who are old residents of the village, were called to give the Master first-hand information on the condition of Flint creek going over many years. Mr. Peters' official connection with the village government and sewer legislation here made him an especially competent witness, in the opinion of the attorneys. He traced the sewer history of the village in its relation to Flint creek and brought out that the creek today is a vastly superior stream to what it was many years ago, and in every respect to what it was in the early days.: [1022, 832, 1216, 1042]
column-1: [6, 201, 197, 2281]
headline-dog-hunting: DOG HUNTING SEASON ON; CHIEF BAGS TWO: [1226, 1580, 1483, 1621]
article-paragraph: Lars Haugen of St. Paul, Minn., national champion, fell on his first attempt, and two other men were turned over completely by the high wind. None was seriously injured.: [410, 520, 605, 589]
boxscore-player: Grimes: [208, 1583, 242, 1596]
boxscore-row: [207, 1528, 401, 1542]
boxscore-total-row: [207, 1612, 401, 1627]
headline-sewer-case: Sewer Case May Drag 3 Months; Peters on Stand: [1022, 599, 1216, 723]
subhead: Dogs at Large: [1320, 797, 1389, 811]
headline-mayor-zion: MAYOR GOING TO ZION ON ROUTE CONFERENCE: [614, 1939, 809, 1997]
article-paragraph: Mr. Kocher will make his race on his legislative record of the village board, the fact that he has consistently urged street paving and other public improvements and has whole-heartedly given his cooperation at every opportunity.: [1226, 1170, 1483, 1240]
bill-booster-cartoon: [207, 201, 401, 681]
boxscore-player: Barrington (First): [208, 1370, 295, 1383]
